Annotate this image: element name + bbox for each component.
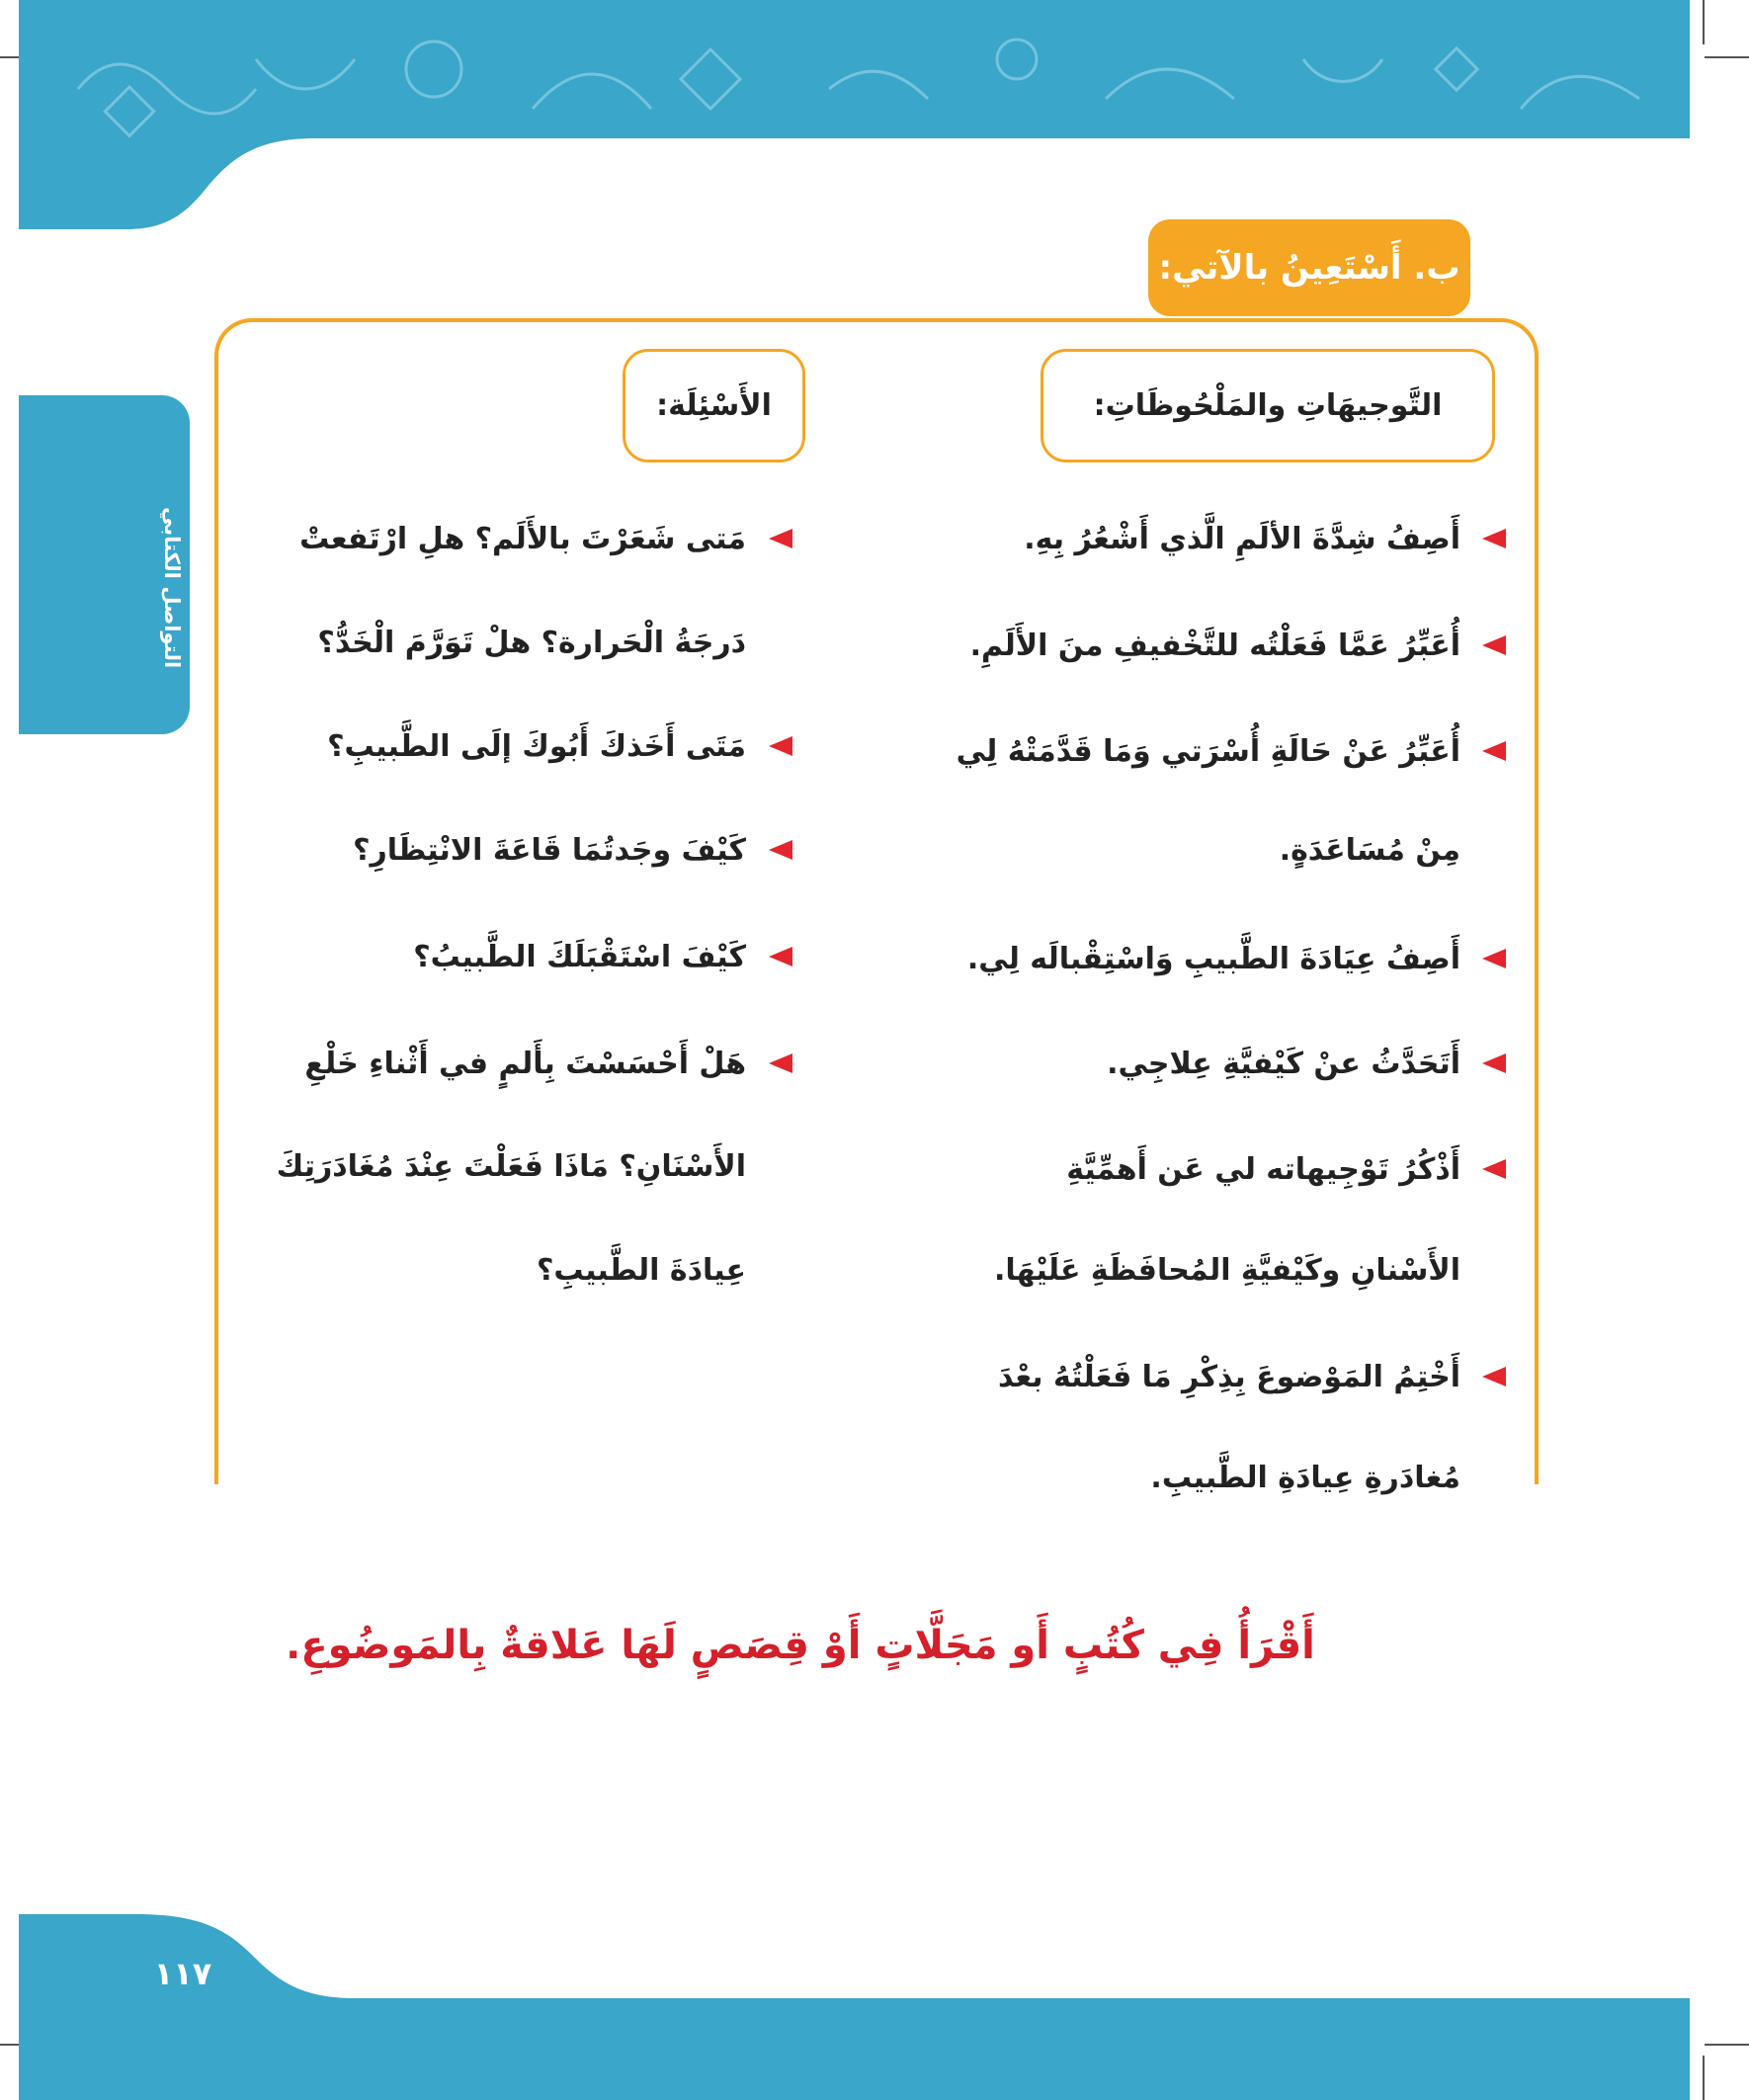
guidance-item: أُعَبِّرُ عَنْ حَالَةِ أُسْرَتي وَمَا قَدَّمَتْهُ لِي bbox=[956, 734, 1460, 769]
guidance-item: أَصِفُ عِيَادَةَ الطَّبيبِ وَاسْتِقْبالَه لِي. bbox=[966, 942, 1460, 976]
guidance-item-continued: الأَسْنانِ وكَيْفيَّةِ المُحافَظَةِ عَلَيْهَا. bbox=[993, 1253, 1460, 1288]
question-item: مَتى شَعَرْتَ بالأَلَم؟ هلِ ارْتَفعتْ bbox=[299, 522, 746, 556]
guidance-item: أَصِفُ شِدَّةَ الألَمِ الَّذي أَشْعُرُ بِهِ. bbox=[1024, 522, 1460, 556]
bullet-icon bbox=[769, 736, 792, 756]
question-item: كَيْفَ اسْتَقْبَلَكَ الطَّبيبُ؟ bbox=[413, 940, 746, 974]
bullet-icon bbox=[769, 947, 792, 966]
page-number: ١١٧ bbox=[153, 1955, 212, 1992]
footer-note: أَقْرَأُ فِي كُتُبٍ أَو مَجَلَّاتٍ أَوْ قِصَصٍ لَهَا عَلاقةٌ بِالمَوضُوعِ. bbox=[286, 1623, 1315, 1668]
guidance-item: أَذْكُرُ تَوْجِيهاته لي عَن أَهمِّيَّةِ bbox=[1066, 1152, 1460, 1187]
guidance-item-continued: مِنْ مُسَاعَدَةٍ. bbox=[1279, 833, 1460, 868]
question-item: مَتَى أَخَذكَ أَبُوكَ إلَى الطَّبيبِ؟ bbox=[327, 729, 746, 764]
bullet-icon bbox=[769, 840, 792, 860]
guidance-item: أَخْتِمُ المَوْضوعَ بِذِكْرِ مَا فَعَلْتُهُ بعْدَ bbox=[998, 1360, 1460, 1394]
guidance-item: أُعَبِّرُ عَمَّا فَعَلْتُه للتَّخْفيفِ منَ الأَلَمِ. bbox=[969, 629, 1460, 663]
guidance-item: أَتَحَدَّثُ عنْ كَيْفيَّةِ عِلاجِي. bbox=[1107, 1047, 1460, 1081]
bullet-icon bbox=[1482, 741, 1506, 761]
bullet-icon bbox=[1482, 1159, 1506, 1179]
bullet-icon bbox=[1482, 1053, 1506, 1073]
question-item-continued: دَرجَةُ الْحَرارة؟ هلْ تَوَرَّمَ الْخَدُّ؟ bbox=[317, 626, 746, 660]
bullet-icon bbox=[1482, 949, 1506, 968]
bullet-icon bbox=[1482, 1367, 1506, 1386]
section-heading: ب. أَسْتَعِينُ بالآتي: bbox=[1148, 219, 1470, 316]
bullet-icon bbox=[769, 1053, 792, 1073]
question-item: كَيْفَ وجَدتُمَا قَاعَةَ الانْتِظَارِ؟ bbox=[353, 833, 746, 868]
footer-band bbox=[19, 1914, 1690, 2100]
questions-heading: الأَسْئِلَة: bbox=[623, 349, 805, 462]
bullet-icon bbox=[769, 529, 792, 548]
bullet-icon bbox=[1482, 635, 1506, 655]
question-item: هَلْ أَحْسَسْتَ بِأَلمٍ في أَثْناءِ خَلْعِ bbox=[304, 1047, 746, 1081]
side-tab-label: التواصل الكتابي bbox=[160, 507, 184, 669]
question-item-continued: عِيادَةَ الطَّبيبِ؟ bbox=[537, 1253, 746, 1288]
question-item-continued: الأَسْنَانِ؟ مَاذَا فَعَلْتَ عِنْدَ مُغَادَرَتِكَ bbox=[276, 1149, 746, 1184]
guidance-heading: التَّوجيهَاتِ والمَلْحُوظَاتِ: bbox=[1041, 349, 1495, 462]
guidance-item-continued: مُغادَرةِ عِيادَةِ الطَّبيبِ. bbox=[1150, 1461, 1460, 1495]
header-banner bbox=[19, 0, 1690, 235]
bullet-icon bbox=[1482, 529, 1506, 548]
